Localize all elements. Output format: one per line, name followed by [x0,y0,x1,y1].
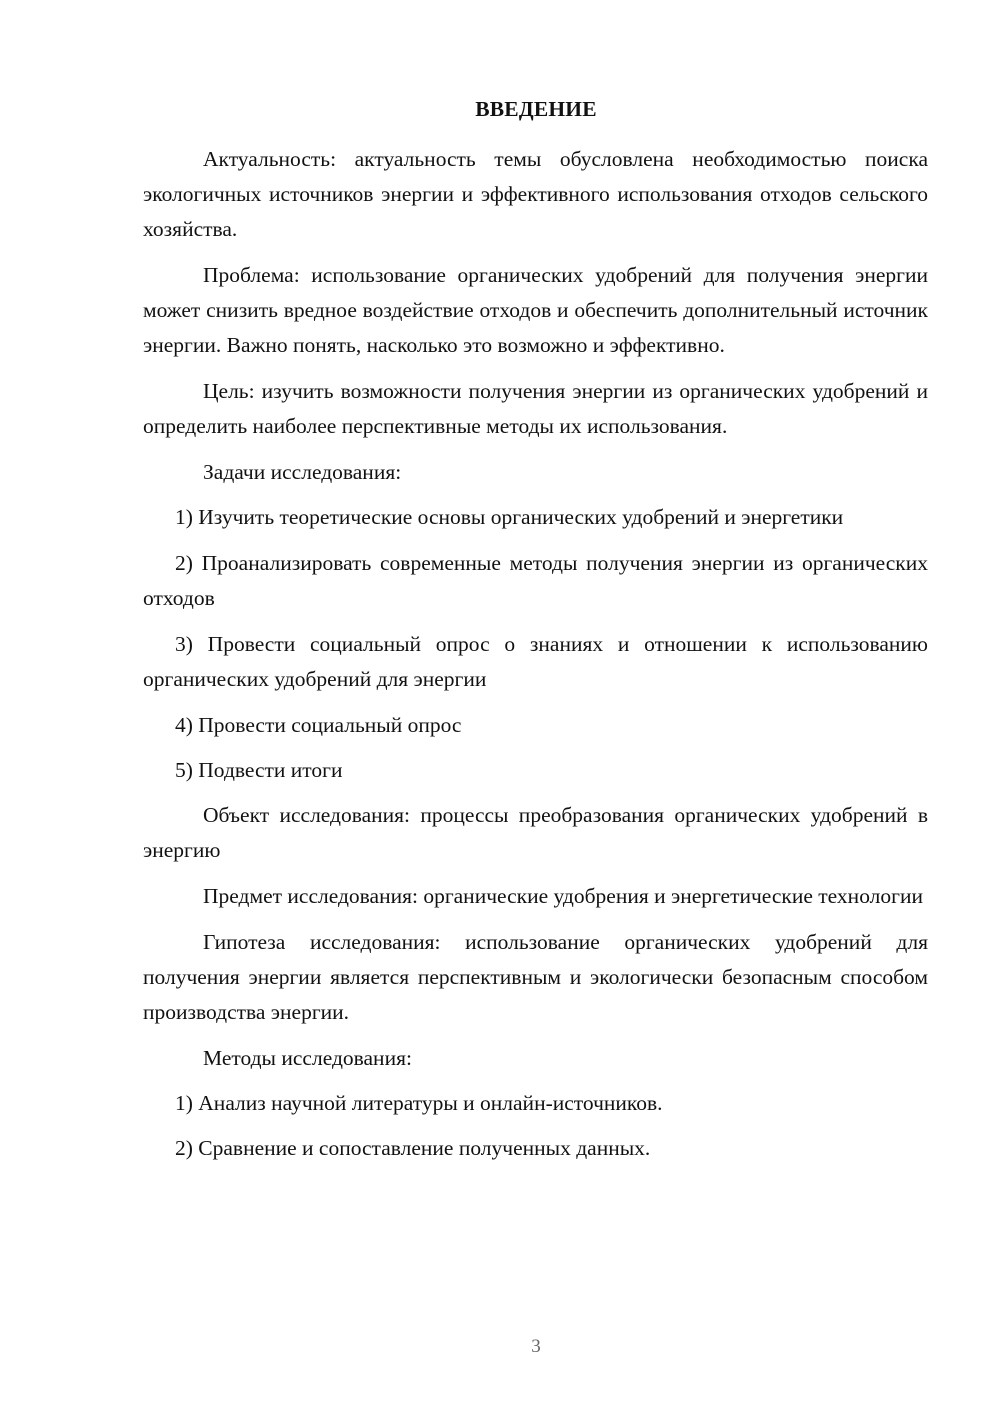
list-item-task-4: 4) Провести социальный опрос [175,713,462,737]
list-item-method-2: 2) Сравнение и сопоставление полученных данных. [175,1136,651,1160]
list-item-method-1: 1) Анализ научной литературы и онлайн-источников. [175,1091,663,1115]
paragraph-subject: Предмет исследования: органические удобрения и энергетические технологии [203,884,923,908]
document-body [143,142,928,1176]
paragraph-object: Объект исследования: процессы преобразования органических удобрений в энергию [143,803,928,862]
page-title: ВВЕДЕНИЕ [475,97,597,121]
list-item-task-3: 3) Провести социальный опрос о знаниях и отношении к использованию органических удобрений для энергии [143,632,928,691]
paragraph-goal: Цель: изучить возможности получения энергии из органических удобрений и определить наиболее перспективные методы их использования. [143,379,928,438]
paragraph-methods-heading: Методы исследования: [203,1046,412,1070]
paragraph-tasks-heading: Задачи исследования: [203,460,402,484]
page-number: 3 [531,1336,541,1357]
paragraph-problem: Проблема: использование органических удобрений для получения энергии может снизить вредное воздействие отходов и обеспечить дополнительный источник энергии. Важно понять, насколько это возможно и эффективно. [143,263,928,357]
list-item-task-1: 1) Изучить теоретические основы органических удобрений и энергетики [175,505,844,529]
paragraph-relevance: Актуальность: актуальность темы обусловлена необходимостью поиска экологичных источников энергии и эффективного использования отходов сельского хозяйства. [143,147,928,241]
paragraph-hypothesis: Гипотеза исследования: использование органических удобрений для получения энергии является перспективным и экологически безопасным способом производства энергии. [143,930,928,1024]
list-item-task-2: 2) Проанализировать современные методы получения энергии из органических отходов [143,551,928,610]
list-item-task-5: 5) Подвести итоги [175,758,343,782]
